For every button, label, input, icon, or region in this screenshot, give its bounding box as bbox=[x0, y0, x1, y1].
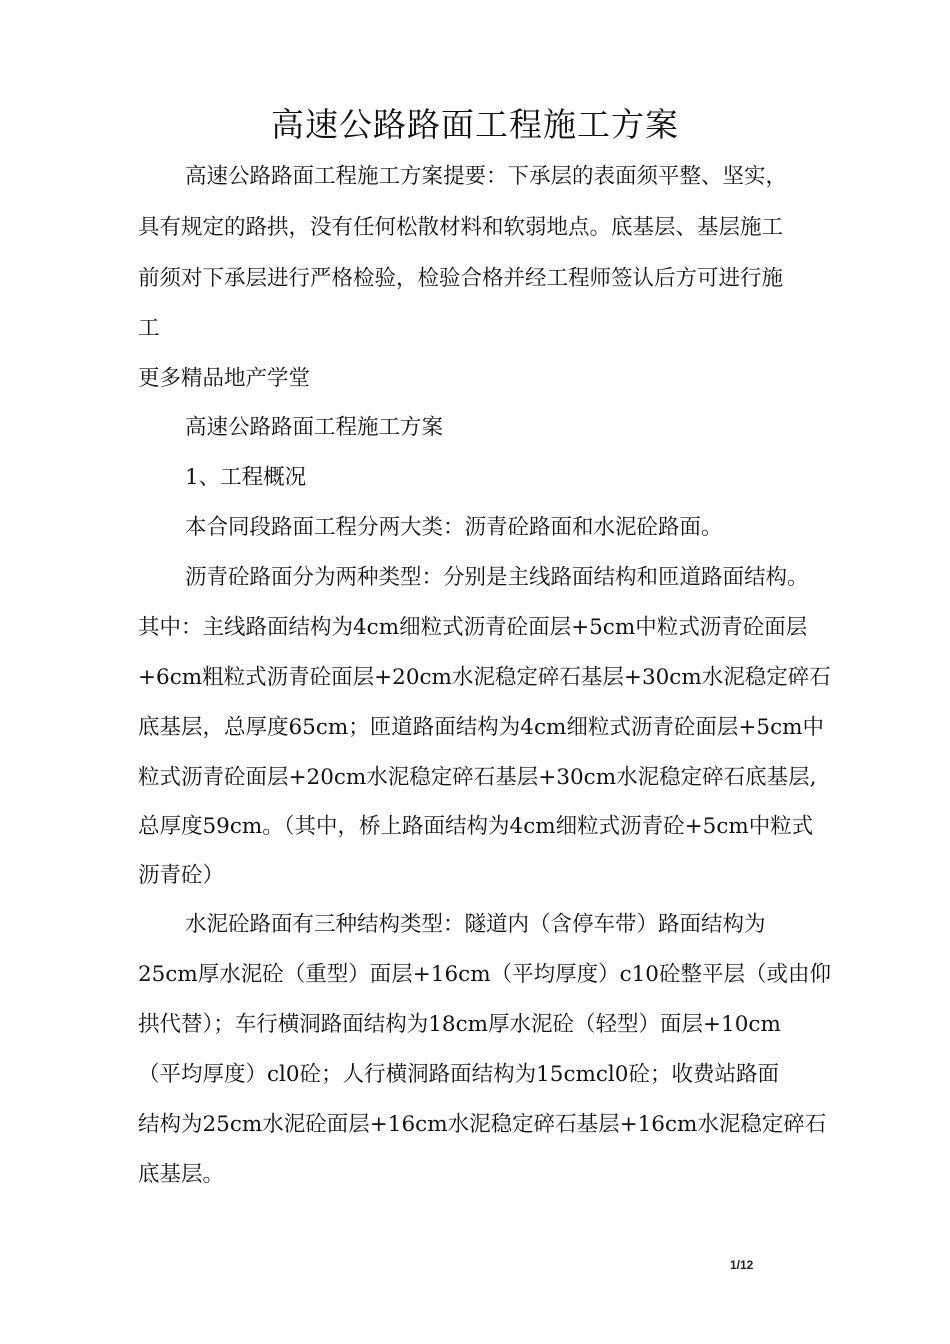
page-number: 1/12 bbox=[730, 1258, 754, 1272]
paragraph-line: 沥青砼） bbox=[138, 863, 225, 888]
paragraph-line: 其中：主线路面结构为4cm细粒式沥青砼面层+5cm中粒式沥青砼面层 bbox=[138, 615, 808, 640]
summary-line: 前须对下承层进行严格检验，检验合格并经工程师签认后方可进行施 bbox=[138, 266, 784, 291]
paragraph-line: 拱代替）；车行横洞路面结构为18cm厚水泥砼（轻型）面层+10cm bbox=[138, 1012, 781, 1037]
paragraph-line: 粒式沥青砼面层+20cm水泥稳定碎石基层+30cm水泥稳定碎石底基层, bbox=[138, 765, 817, 790]
paragraph-line: 本合同段路面工程分两大类：沥青砼路面和水泥砼路面。 bbox=[185, 515, 723, 540]
summary-line: 高速公路路面工程施工方案提要：下承层的表面须平整、坚实， bbox=[185, 164, 788, 189]
paragraph-line: 水泥砼路面有三种结构类型：隧道内（含停车带）路面结构为 bbox=[185, 912, 766, 937]
paragraph-line: 结构为25cm水泥砼面层+16cm水泥稳定碎石基层+16cm水泥稳定碎石 bbox=[138, 1112, 827, 1137]
summary-line: 具有规定的路拱，没有任何松散材料和软弱地点。底基层、基层施工 bbox=[138, 215, 784, 240]
document-title: 高速公路路面工程施工方案 bbox=[271, 105, 679, 144]
summary-line: 工 bbox=[138, 316, 160, 341]
paragraph-line: 沥青砼路面分为两种类型：分别是主线路面结构和匝道路面结构。 bbox=[185, 565, 809, 590]
paragraph-line: 总厚度59cm。（其中，桥上路面结构为4cm细粒式沥青砼+5cm中粒式 bbox=[138, 814, 814, 839]
paragraph-line: 底基层。 bbox=[138, 1162, 225, 1187]
paragraph-line: +6cm粗粒式沥青砼面层+20cm水泥稳定碎石基层+30cm水泥稳定碎石 bbox=[138, 665, 831, 690]
document-subtitle: 高速公路路面工程施工方案 bbox=[185, 415, 444, 440]
paragraph-line: （平均厚度）cl0砼；人行横洞路面结构为15cmcl0砼；收费站路面 bbox=[138, 1062, 779, 1087]
more-link[interactable]: 更多精品地产学堂 bbox=[138, 366, 311, 391]
paragraph-line: 底基层，总厚度65cm；匝道路面结构为4cm细粒式沥青砼面层+5cm中 bbox=[138, 715, 825, 740]
paragraph-line: 25cm厚水泥砼（重型）面层+16cm（平均厚度）c10砼整平层（或由仰 bbox=[138, 962, 831, 987]
section-heading: 1、工程概况 bbox=[185, 465, 307, 490]
